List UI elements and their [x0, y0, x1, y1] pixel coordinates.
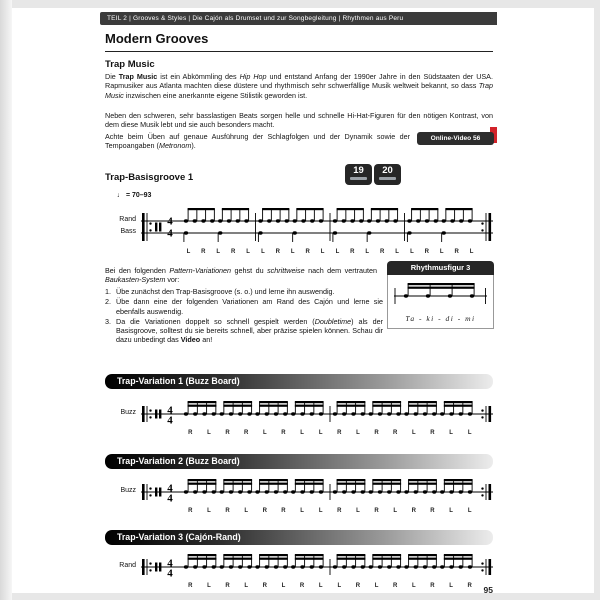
- svg-text:L: L: [207, 583, 211, 589]
- section-heading-trap-music: Trap Music: [105, 59, 155, 70]
- svg-text:L: L: [262, 430, 267, 436]
- svg-text:R: R: [275, 249, 281, 255]
- audio-track-badge-19: [345, 164, 372, 185]
- staff-label-rand: Rand: [119, 562, 136, 569]
- page-edge-bottom: [0, 593, 600, 600]
- svg-text:4: 4: [167, 492, 173, 505]
- svg-text:L: L: [335, 249, 340, 255]
- svg-text:4: 4: [167, 482, 173, 495]
- svg-text:L: L: [320, 249, 325, 255]
- staff-label-bass: Bass: [120, 228, 136, 235]
- svg-text:L: L: [244, 508, 249, 514]
- svg-text:L: L: [467, 508, 472, 514]
- svg-text:R: R: [188, 583, 193, 589]
- online-video-badge: Online-Video 56: [417, 132, 494, 145]
- svg-text:L: L: [186, 249, 191, 255]
- list-item-number: 1.: [105, 287, 111, 296]
- chapter-header-text: TEIL 2 | Grooves & Styles | Die Cajón als Drumset und zur Songbegleitung | Rhythmen aus Peru: [107, 15, 404, 22]
- svg-text:R: R: [188, 508, 193, 514]
- list-item: [105, 297, 383, 316]
- svg-text:R: R: [225, 508, 230, 514]
- staff-variation-1: [141, 398, 493, 438]
- svg-text:R: R: [225, 430, 230, 436]
- svg-text:R: R: [305, 249, 310, 255]
- svg-text:R: R: [244, 430, 249, 436]
- staff-rhythmusfigur: [394, 280, 487, 306]
- svg-text:L: L: [411, 430, 416, 436]
- svg-text:L: L: [356, 508, 360, 514]
- svg-text:L: L: [216, 249, 221, 255]
- list-item-text: Übe zunächst den Trap-Basisgroove (s. o.) und lerne ihn auswendig.: [116, 287, 335, 296]
- page-number: 95: [483, 585, 493, 595]
- staff-label-rand: Rand: [119, 216, 136, 223]
- paragraph-pattern-intro: Bei den folgenden Pattern-Variationen gehst du schrittweise nach dem vertrauten Baukasten-System vor:: [105, 266, 377, 285]
- svg-text:L: L: [318, 583, 323, 589]
- svg-text:L: L: [374, 583, 379, 589]
- svg-text:L: L: [290, 249, 295, 255]
- heading-trap-basisgroove: Trap-Basisgroove 1: [105, 172, 194, 183]
- page-title: Modern Grooves: [105, 31, 209, 46]
- svg-text:R: R: [201, 249, 206, 255]
- rhythm-syllables: Ta - ki - di - mi: [405, 314, 476, 323]
- svg-text:4: 4: [167, 567, 173, 580]
- svg-text:L: L: [393, 508, 398, 514]
- svg-text:L: L: [261, 249, 265, 255]
- svg-text:L: L: [337, 583, 342, 589]
- audio-track-badge-20: [374, 164, 401, 185]
- svg-text:R: R: [337, 508, 342, 514]
- svg-text:L: L: [356, 430, 360, 436]
- staff-labels: [105, 551, 141, 591]
- svg-text:R: R: [337, 430, 342, 436]
- title-rule: [105, 51, 493, 52]
- svg-text:4: 4: [167, 404, 173, 417]
- svg-text:L: L: [300, 430, 304, 436]
- staff-labels: [105, 203, 141, 257]
- svg-text:R: R: [393, 430, 398, 436]
- section-bar-variation-1: Trap-Variation 1 (Buzz Board): [105, 374, 493, 389]
- svg-text:R: R: [411, 508, 416, 514]
- svg-text:R: R: [188, 430, 193, 436]
- staff-labels: [105, 476, 141, 516]
- svg-text:R: R: [350, 249, 355, 255]
- paragraph-practice-note: Achte beim Üben auf genaue Ausführung der Schlagfolgen und der Dynamik sowie der Tempoangaben (Metronom).: [105, 132, 410, 151]
- svg-text:R: R: [262, 508, 267, 514]
- staff-label-buzz: Buzz: [120, 487, 136, 494]
- page-edge-right: [594, 0, 600, 600]
- staff-variation-2: [141, 476, 493, 516]
- svg-text:R: R: [230, 249, 236, 255]
- svg-text:R: R: [467, 583, 472, 589]
- svg-text:L: L: [467, 430, 472, 436]
- page-edge-left: [0, 0, 12, 600]
- audio-badge-sublabel-strip: [350, 177, 367, 180]
- svg-text:L: L: [411, 583, 416, 589]
- paragraph-trap-intro: Die Trap Music ist ein Abkömmling des Hip Hop und entstand Anfang der 1990er Jahre in den Südstaaten der USA. Rapmusiker aus Atlanta machten diese düstere und rhythmisch sehr schwerfällige Musik weltweit bekannt, so dass Trap Music inzwischen eine anerkannte eigene Stilistik geworden ist.: [105, 72, 493, 100]
- svg-text:R: R: [225, 583, 230, 589]
- svg-text:R: R: [281, 430, 286, 436]
- svg-text:L: L: [207, 508, 211, 514]
- notation-variation-3: [105, 551, 493, 591]
- list-item-number: 3.: [105, 316, 111, 326]
- audio-track-number: 19: [353, 165, 364, 176]
- staff-basisgroove: [141, 203, 493, 257]
- svg-text:R: R: [454, 249, 459, 255]
- list-item-text: Da die Variationen doppelt so schnell gespielt werden (Doubletime) als der Basisgroove, solltest du sie bereits schnell, aber präzise spielen können. Schau dir dazu unbedingt das Video an!: [116, 316, 384, 345]
- svg-text:L: L: [439, 249, 444, 255]
- svg-text:R: R: [374, 508, 379, 514]
- notation-variation-2: [105, 476, 493, 516]
- section-bar-variation-3: Trap-Variation 3 (Cajón-Rand): [105, 530, 493, 545]
- svg-text:R: R: [262, 583, 267, 589]
- tempo-marking: ♩ = 70–93: [117, 192, 152, 199]
- staff-label-buzz: Buzz: [120, 409, 136, 416]
- svg-text:4: 4: [167, 414, 173, 427]
- svg-text:R: R: [299, 583, 305, 589]
- chapter-header-bar: [100, 12, 497, 25]
- svg-text:R: R: [424, 249, 430, 255]
- svg-text:4: 4: [167, 557, 173, 570]
- list-item: [105, 317, 383, 345]
- rhythmusfigur-box: [387, 261, 494, 329]
- notation-basisgroove: [105, 203, 493, 257]
- svg-text:L: L: [449, 430, 453, 436]
- audio-badge-sublabel-strip: [379, 177, 396, 180]
- rhythmusfigur-title: Rhythmusfigur 3: [387, 261, 494, 275]
- svg-text:R: R: [393, 583, 398, 589]
- svg-text:L: L: [207, 430, 211, 436]
- svg-text:L: L: [318, 430, 323, 436]
- svg-text:R: R: [379, 249, 385, 255]
- list-item-number: 2.: [105, 297, 111, 307]
- svg-text:R: R: [355, 583, 361, 589]
- svg-text:R: R: [430, 583, 435, 589]
- svg-text:L: L: [318, 508, 323, 514]
- svg-text:R: R: [281, 508, 286, 514]
- svg-text:R: R: [374, 430, 379, 436]
- notation-variation-1: [105, 398, 493, 438]
- svg-text:4: 4: [167, 227, 173, 240]
- audio-track-number: 20: [382, 165, 393, 176]
- staff-labels: [105, 398, 141, 438]
- svg-text:L: L: [449, 583, 453, 589]
- svg-text:L: L: [469, 249, 474, 255]
- list-item-text: Übe dann eine der folgenden Variationen am Rand des Cajón und lerne sie ebenfalls auswendig.: [116, 297, 383, 316]
- svg-text:4: 4: [167, 215, 173, 228]
- list-item: [105, 287, 383, 296]
- svg-text:L: L: [449, 508, 453, 514]
- svg-text:R: R: [430, 508, 435, 514]
- section-bar-variation-2: Trap-Variation 2 (Buzz Board): [105, 454, 493, 469]
- rhythmusfigur-body: [387, 275, 494, 329]
- svg-text:R: R: [430, 430, 435, 436]
- svg-text:L: L: [244, 583, 249, 589]
- steps-list: [105, 287, 383, 346]
- svg-text:L: L: [395, 249, 399, 255]
- svg-text:L: L: [365, 249, 370, 255]
- page-edge-top: [0, 0, 600, 8]
- paragraph-trap-beats: Neben den schweren, sehr basslastigen Beats sorgen helle und schnelle Hi-Hat-Figuren für den nötigen Kontrast, von dem diese Musik lebt und sie auch besonders macht.: [105, 111, 493, 130]
- svg-text:L: L: [410, 249, 414, 255]
- staff-variation-3: [141, 551, 493, 591]
- svg-text:L: L: [300, 508, 304, 514]
- svg-text:L: L: [281, 583, 286, 589]
- svg-text:L: L: [246, 249, 250, 255]
